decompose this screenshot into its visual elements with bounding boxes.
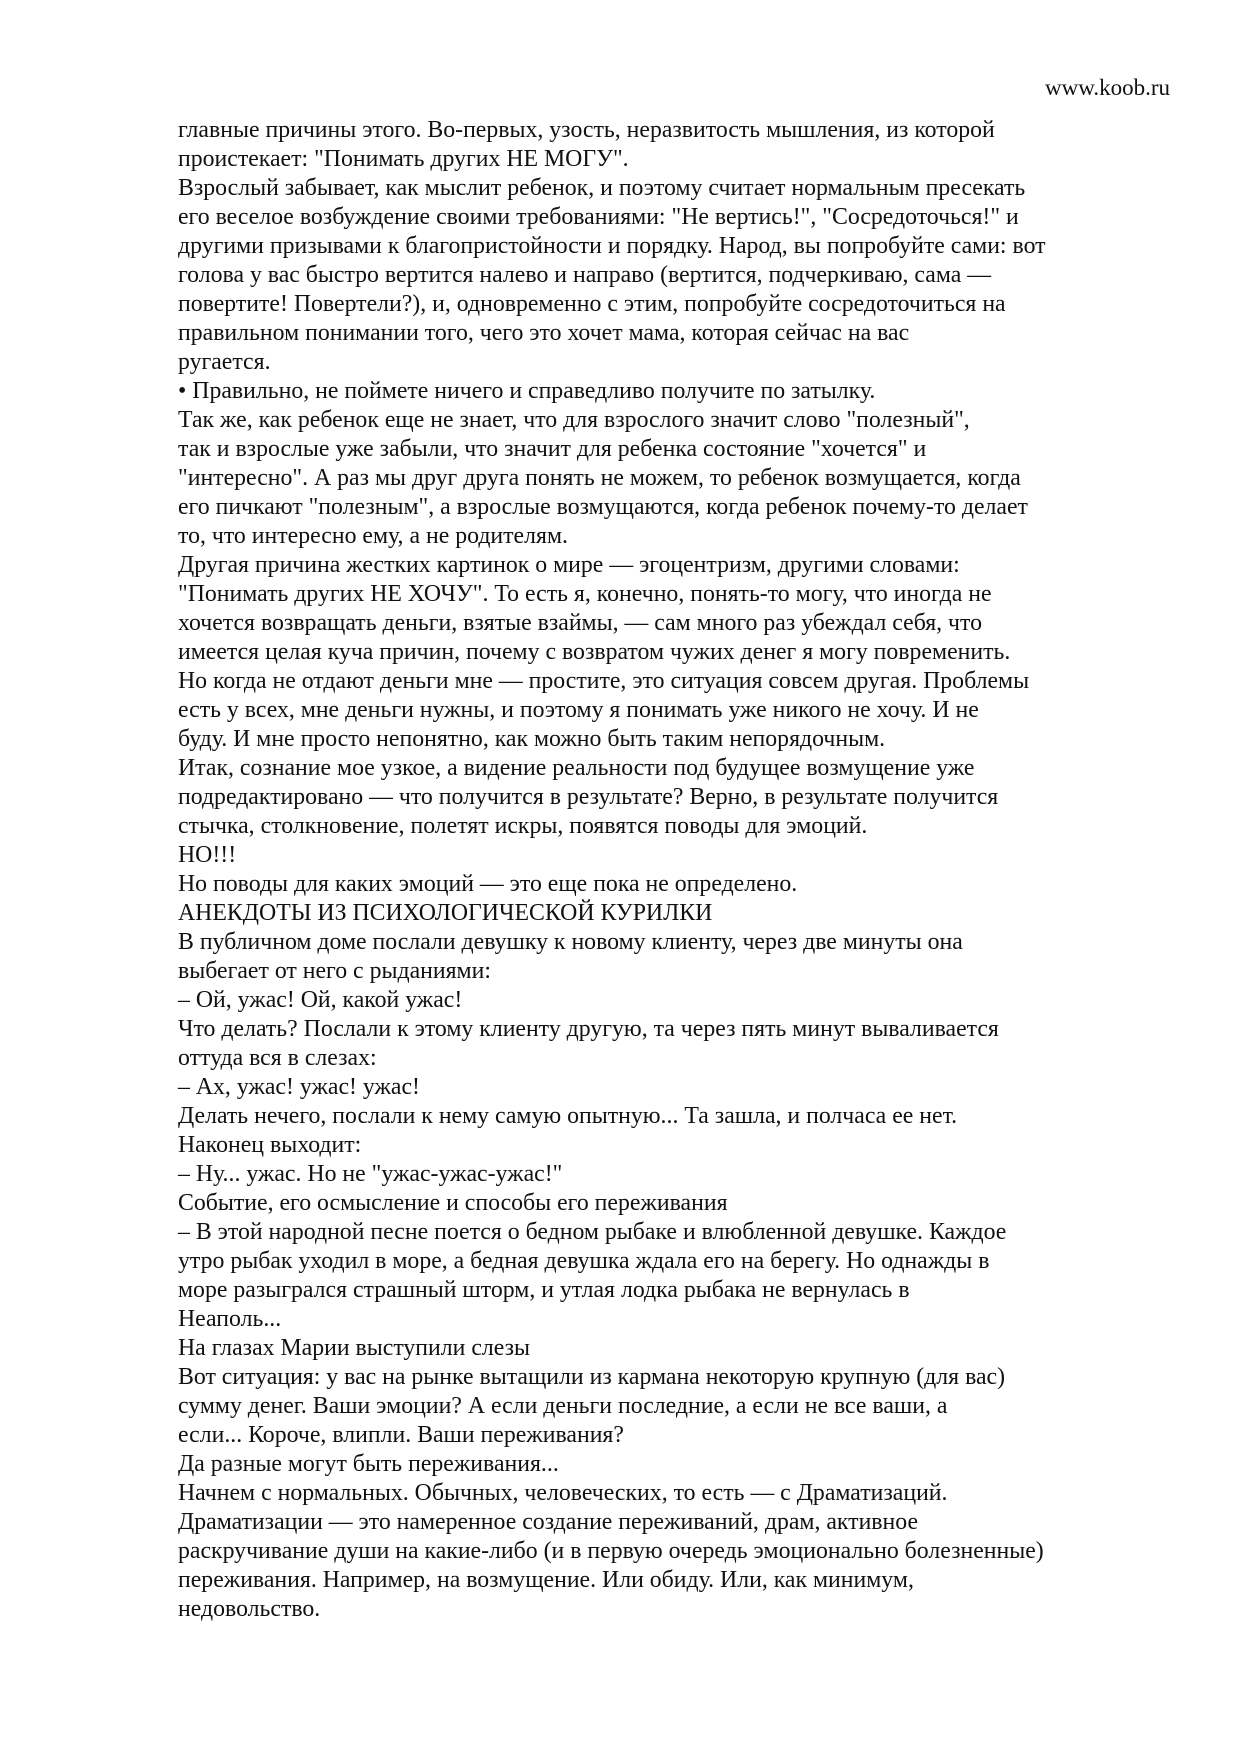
text-line: "Понимать других НЕ ХОЧУ". То есть я, конечно, понять-то могу, что иногда не bbox=[178, 581, 992, 607]
text-line: Но когда не отдают деньги мне — простите, это ситуация совсем другая. Проблемы bbox=[178, 668, 1030, 694]
text-line: переживания. Например, на возмущение. Или обиду. Или, как минимум, bbox=[178, 1567, 914, 1593]
text-line: Так же, как ребенок еще не знает, что для взрослого значит слово "полезный", bbox=[178, 407, 970, 433]
text-line: проистекает: "Понимать других НЕ МОГУ". bbox=[178, 146, 629, 172]
text-line: Начнем с нормальных. Обычных, человеческих, то есть — с Драматизаций. bbox=[178, 1480, 948, 1506]
text-line: Наконец выходит: bbox=[178, 1132, 362, 1158]
text-line: Другая причина жестких картинок о мире — эгоцентризм, другими словами: bbox=[178, 552, 960, 578]
text-line: раскручивание души на какие-либо (и в первую очередь эмоционально болезненные) bbox=[178, 1538, 1044, 1564]
text-line: Драматизации — это намеренное создание переживаний, драм, активное bbox=[178, 1509, 919, 1535]
document-body bbox=[178, 116, 1118, 1624]
text-line: ругается. bbox=[178, 349, 271, 375]
text-line: На глазах Марии выступили слезы bbox=[178, 1335, 531, 1361]
text-line: недовольство. bbox=[178, 1596, 321, 1622]
text-line: Но поводы для каких эмоций — это еще пока не определено. bbox=[178, 871, 798, 897]
text-line: его пичкают "полезным", а взрослые возмущаются, когда ребенок почему-то делает bbox=[178, 494, 1028, 520]
text-line: голова у вас быстро вертится налево и направо (вертится, подчеркиваю, сама — bbox=[178, 262, 992, 288]
site-url[interactable]: www.koob.ru bbox=[1045, 75, 1170, 100]
text-line: – Ну... ужас. Но не "ужас-ужас-ужас!" bbox=[178, 1161, 563, 1187]
text-line: Да разные могут быть переживания... bbox=[178, 1451, 559, 1477]
text-line: Взрослый забывает, как мыслит ребенок, и поэтому считает нормальным пресекать bbox=[178, 175, 1026, 201]
text-line: подредактировано — что получится в результате? Верно, в результате получится bbox=[178, 784, 999, 810]
text-line: – Ой, ужас! Ой, какой ужас! bbox=[178, 987, 463, 1013]
text-line: оттуда вся в слезах: bbox=[178, 1045, 377, 1071]
text-line: АНЕКДОТЫ ИЗ ПСИХОЛОГИЧЕСКОЙ КУРИЛКИ bbox=[178, 900, 713, 926]
text-line: если... Короче, влипли. Ваши переживания? bbox=[178, 1422, 624, 1448]
text-line: НО!!! bbox=[178, 842, 237, 868]
text-line: – В этой народной песне поется о бедном рыбаке и влюбленной девушке. Каждое bbox=[178, 1219, 1007, 1245]
text-line: Делать нечего, послали к нему самую опытную... Та зашла, и полчаса ее нет. bbox=[178, 1103, 958, 1129]
text-line: правильном понимании того, чего это хочет мама, которая сейчас на вас bbox=[178, 320, 910, 346]
text-line: Итак, сознание мое узкое, а видение реальности под будущее возмущение уже bbox=[178, 755, 975, 781]
text-line: имеется целая куча причин, почему с возвратом чужих денег я могу повременить. bbox=[178, 639, 1011, 665]
text-line: так и взрослые уже забыли, что значит для ребенка состояние "хочется" и bbox=[178, 436, 927, 462]
text-line: Событие, его осмысление и способы его переживания bbox=[178, 1190, 728, 1216]
text-line: Что делать? Послали к этому клиенту другую, та через пять минут вываливается bbox=[178, 1016, 999, 1042]
text-line: • Правильно, не поймете ничего и справедливо получите по затылку. bbox=[178, 378, 876, 404]
text-line: сумму денег. Ваши эмоции? А если деньги последние, а если не все ваши, а bbox=[178, 1393, 948, 1419]
text-line: В публичном доме послали девушку к новому клиенту, через две минуты она bbox=[178, 929, 963, 955]
text-line: Неаполь... bbox=[178, 1306, 282, 1332]
text-line: хочется возвращать деньги, взятые взаймы, — сам много раз убеждал себя, что bbox=[178, 610, 983, 636]
text-line: главные причины этого. Во-первых, узость, неразвитость мышления, из которой bbox=[178, 117, 995, 143]
text-line: утро рыбак уходил в море, а бедная девушка ждала его на берегу. Но однажды в bbox=[178, 1248, 990, 1274]
text-line: – Ах, ужас! ужас! ужас! bbox=[178, 1074, 420, 1100]
text-line: выбегает от него с рыданиями: bbox=[178, 958, 491, 984]
text-line: Вот ситуация: у вас на рынке вытащили из кармана некоторую крупную (для вас) bbox=[178, 1364, 1006, 1390]
text-line: море разыгрался страшный шторм, и утлая лодка рыбака не вернулась в bbox=[178, 1277, 910, 1303]
text-line: его веселое возбуждение своими требованиями: "Не вертись!", "Сосредоточься!" и bbox=[178, 204, 1019, 230]
text-line: другими призывами к благопристойности и порядку. Народ, вы попробуйте сами: вот bbox=[178, 233, 1046, 259]
text-line: есть у всех, мне деньги нужны, и поэтому я понимать уже никого не хочу. И не bbox=[178, 697, 979, 723]
text-line: стычка, столкновение, полетят искры, появятся поводы для эмоций. bbox=[178, 813, 868, 839]
text-line: повертите! Повертели?), и, одновременно с этим, попробуйте сосредоточиться на bbox=[178, 291, 1006, 317]
text-line: "интересно". А раз мы друг друга понять не можем, то ребенок возмущается, когда bbox=[178, 465, 1021, 491]
text-line: то, что интересно ему, а не родителям. bbox=[178, 523, 568, 549]
text-line: буду. И мне просто непонятно, как можно быть таким непорядочным. bbox=[178, 726, 886, 752]
